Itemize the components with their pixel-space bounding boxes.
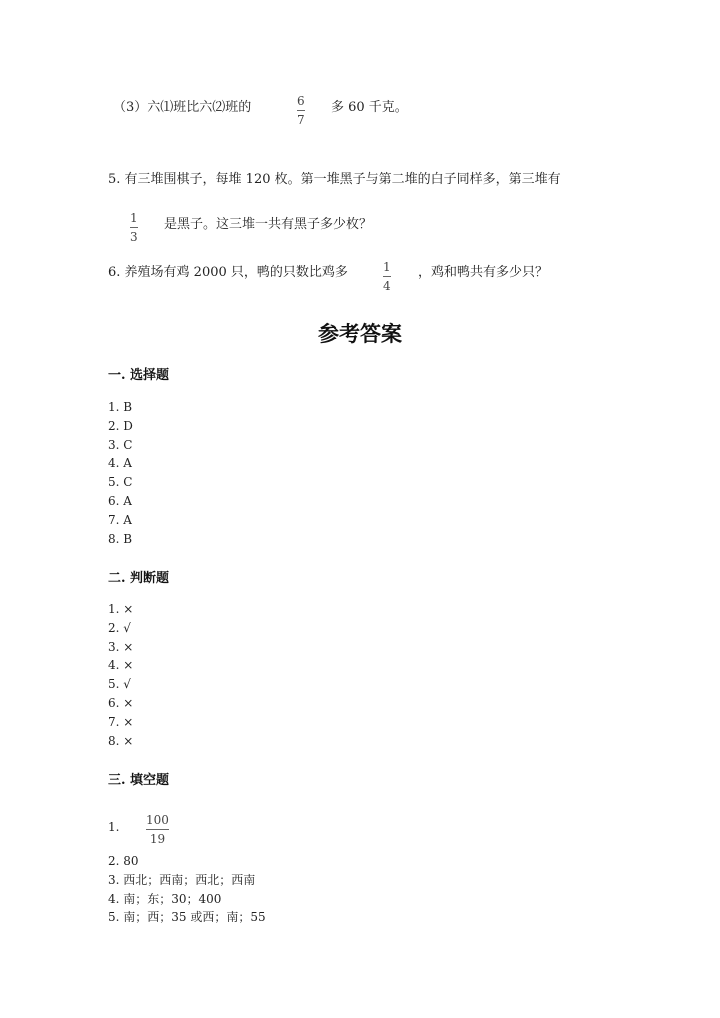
answer-title: 参考答案 xyxy=(318,321,402,346)
list-item: 4. A xyxy=(108,456,132,471)
fraction-numerator: 100 xyxy=(146,813,169,827)
list-item: 5. C xyxy=(108,475,133,490)
fraction-denominator: 4 xyxy=(383,279,391,293)
list-item: 3. C xyxy=(108,437,133,452)
list-item: 2. D xyxy=(108,418,133,433)
list-item: 5. 南；西；35 或西；南；55 xyxy=(108,910,266,925)
list-item: 7. A xyxy=(108,512,132,527)
list-item: 4. 南；东；30；400 xyxy=(108,891,222,906)
question-6-suffix: ，鸡和鸭共有多少只？ xyxy=(418,265,549,280)
list-item: 3. 西北；西南；西北；西南 xyxy=(108,872,256,887)
section-heading-choice: 一. 选择题 xyxy=(108,368,170,383)
fraction-bar xyxy=(130,227,138,228)
choice-answer-list xyxy=(108,398,133,548)
fill-item-1-fraction xyxy=(146,813,169,846)
list-item: 1. × xyxy=(108,602,134,616)
judge-answer-list xyxy=(108,600,133,750)
list-item: 3. × xyxy=(108,639,134,654)
section-heading-fill: 三. 填空题 xyxy=(108,773,170,788)
fraction-numerator: 6 xyxy=(297,94,305,108)
question-3-fraction xyxy=(297,94,305,127)
question-6-fraction xyxy=(383,260,391,293)
question-5-fraction xyxy=(130,211,138,244)
fraction-bar xyxy=(383,276,391,277)
fill-item-1-label: 1. xyxy=(108,820,120,834)
question-3-suffix: 多 60 千克。 xyxy=(331,100,408,115)
list-item: 1. B xyxy=(108,400,133,414)
question-5-line2: 是黑子。这三堆一共有黑子多少枚？ xyxy=(164,217,373,232)
fraction-bar xyxy=(297,110,305,111)
list-item: 6. × xyxy=(108,695,134,710)
list-item: 8. × xyxy=(108,733,134,748)
question-3-prefix: （3）六⑴班比六⑵班的 xyxy=(113,100,252,115)
fraction-numerator: 1 xyxy=(130,211,138,225)
fraction-denominator: 3 xyxy=(130,230,138,244)
list-item: 5. √ xyxy=(108,677,131,692)
fraction-bar xyxy=(146,829,169,830)
question-5-line1: 5. 有三堆围棋子，每堆 120 枚。第一堆黑子与第二堆的白子同样多，第三堆有 xyxy=(108,172,561,187)
list-item: 2. 80 xyxy=(108,854,139,868)
list-item: 7. × xyxy=(108,714,134,729)
list-item: 4. × xyxy=(108,658,134,673)
fill-answer-list xyxy=(108,852,266,927)
fraction-numerator: 1 xyxy=(383,260,391,274)
list-item: 6. A xyxy=(108,493,132,508)
fraction-denominator: 19 xyxy=(149,832,166,846)
list-item: 2. √ xyxy=(108,620,131,635)
section-heading-judge: 二. 判断题 xyxy=(108,571,170,586)
fraction-denominator: 7 xyxy=(297,113,305,127)
question-6-prefix: 6. 养殖场有鸡 2000 只，鸭的只数比鸡多 xyxy=(108,265,348,280)
list-item: 8. B xyxy=(108,531,133,546)
